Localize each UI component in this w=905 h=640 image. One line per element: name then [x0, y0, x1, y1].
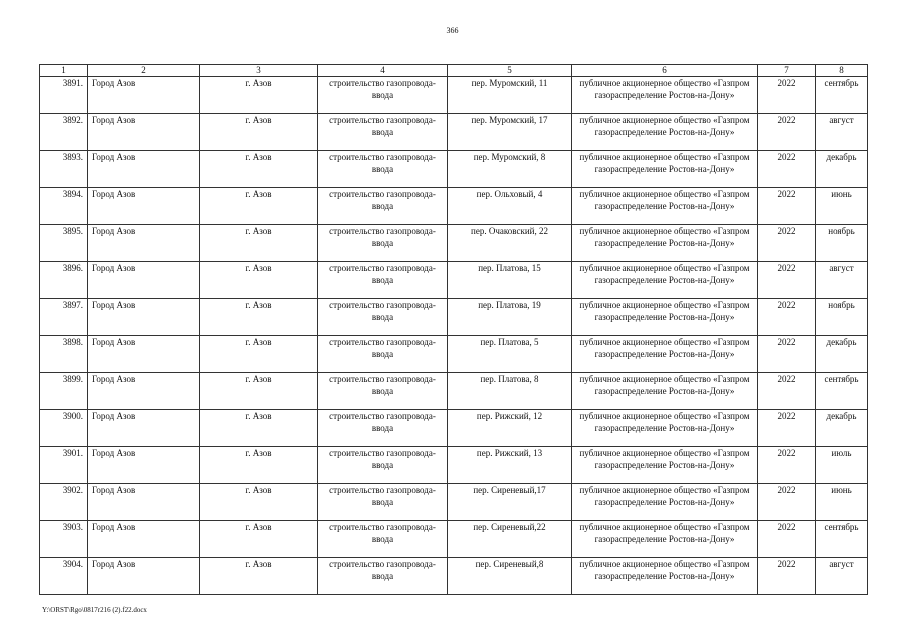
cell-municipality: Город Азов [88, 373, 200, 410]
cell-year: 2022 [758, 262, 816, 299]
cell-organization: публичное акционерное общество «Газпром газораспределение Ростов-на-Дону» [572, 484, 758, 521]
cell-year: 2022 [758, 521, 816, 558]
cell-address: пер. Платова, 19 [448, 299, 572, 336]
cell-month: август [816, 558, 868, 595]
cell-work-type: строительство газопровода-ввода [318, 299, 448, 336]
cell-settlement: г. Азов [200, 336, 318, 373]
column-header: 7 [758, 65, 816, 77]
cell-settlement: г. Азов [200, 114, 318, 151]
cell-organization: публичное акционерное общество «Газпром газораспределение Ростов-на-Дону» [572, 373, 758, 410]
table-row [40, 336, 868, 373]
cell-month: август [816, 262, 868, 299]
cell-settlement: г. Азов [200, 188, 318, 225]
cell-month: декабрь [816, 336, 868, 373]
cell-row-number: 3902. [40, 484, 88, 521]
cell-address: пер. Рижский, 12 [448, 410, 572, 447]
cell-month: июнь [816, 188, 868, 225]
cell-work-type: строительство газопровода-ввода [318, 373, 448, 410]
cell-municipality: Город Азов [88, 484, 200, 521]
cell-organization: публичное акционерное общество «Газпром газораспределение Ростов-на-Дону» [572, 262, 758, 299]
table-row [40, 151, 868, 188]
table-row [40, 410, 868, 447]
schedule-table [39, 64, 868, 595]
table-row [40, 188, 868, 225]
cell-organization: публичное акционерное общество «Газпром газораспределение Ростов-на-Дону» [572, 447, 758, 484]
cell-work-type: строительство газопровода-ввода [318, 447, 448, 484]
cell-year: 2022 [758, 225, 816, 262]
cell-year: 2022 [758, 558, 816, 595]
cell-organization: публичное акционерное общество «Газпром газораспределение Ростов-на-Дону» [572, 77, 758, 114]
cell-settlement: г. Азов [200, 521, 318, 558]
cell-settlement: г. Азов [200, 410, 318, 447]
column-header: 8 [816, 65, 868, 77]
cell-work-type: строительство газопровода-ввода [318, 262, 448, 299]
cell-organization: публичное акционерное общество «Газпром газораспределение Ростов-на-Дону» [572, 336, 758, 373]
cell-row-number: 3903. [40, 521, 88, 558]
cell-address: пер. Сиреневый,17 [448, 484, 572, 521]
cell-settlement: г. Азов [200, 558, 318, 595]
cell-row-number: 3901. [40, 447, 88, 484]
header-row [40, 65, 868, 77]
cell-year: 2022 [758, 188, 816, 225]
cell-work-type: строительство газопровода-ввода [318, 484, 448, 521]
cell-month: сентябрь [816, 521, 868, 558]
cell-month: сентябрь [816, 77, 868, 114]
cell-municipality: Город Азов [88, 262, 200, 299]
table-row [40, 262, 868, 299]
cell-address: пер. Платова, 5 [448, 336, 572, 373]
column-header: 5 [448, 65, 572, 77]
cell-year: 2022 [758, 151, 816, 188]
cell-row-number: 3893. [40, 151, 88, 188]
cell-work-type: строительство газопровода-ввода [318, 188, 448, 225]
table-row [40, 447, 868, 484]
cell-month: сентябрь [816, 373, 868, 410]
cell-work-type: строительство газопровода-ввода [318, 151, 448, 188]
cell-row-number: 3900. [40, 410, 88, 447]
table-row [40, 373, 868, 410]
table-body [40, 77, 868, 595]
cell-row-number: 3897. [40, 299, 88, 336]
cell-municipality: Город Азов [88, 225, 200, 262]
column-header: 1 [40, 65, 88, 77]
cell-row-number: 3896. [40, 262, 88, 299]
table-row [40, 484, 868, 521]
cell-address: пер. Муромский, 8 [448, 151, 572, 188]
table-row [40, 521, 868, 558]
cell-settlement: г. Азов [200, 225, 318, 262]
cell-year: 2022 [758, 447, 816, 484]
column-header: 3 [200, 65, 318, 77]
cell-year: 2022 [758, 484, 816, 521]
cell-organization: публичное акционерное общество «Газпром газораспределение Ростов-на-Дону» [572, 151, 758, 188]
cell-address: пер. Сиреневый,22 [448, 521, 572, 558]
cell-organization: публичное акционерное общество «Газпром газораспределение Ростов-на-Дону» [572, 225, 758, 262]
cell-row-number: 3899. [40, 373, 88, 410]
cell-work-type: строительство газопровода-ввода [318, 521, 448, 558]
cell-address: пер. Муромский, 17 [448, 114, 572, 151]
table-row [40, 299, 868, 336]
cell-row-number: 3904. [40, 558, 88, 595]
cell-organization: публичное акционерное общество «Газпром газораспределение Ростов-на-Дону» [572, 299, 758, 336]
cell-row-number: 3892. [40, 114, 88, 151]
cell-month: декабрь [816, 410, 868, 447]
cell-municipality: Город Азов [88, 336, 200, 373]
cell-settlement: г. Азов [200, 373, 318, 410]
cell-month: декабрь [816, 151, 868, 188]
cell-address: пер. Очаковский, 22 [448, 225, 572, 262]
cell-work-type: строительство газопровода-ввода [318, 77, 448, 114]
cell-organization: публичное акционерное общество «Газпром газораспределение Ростов-на-Дону» [572, 558, 758, 595]
cell-work-type: строительство газопровода-ввода [318, 410, 448, 447]
cell-work-type: строительство газопровода-ввода [318, 336, 448, 373]
cell-municipality: Город Азов [88, 188, 200, 225]
table-row [40, 558, 868, 595]
cell-municipality: Город Азов [88, 521, 200, 558]
cell-address: пер. Платова, 8 [448, 373, 572, 410]
cell-month: ноябрь [816, 299, 868, 336]
page-number: 366 [446, 26, 459, 35]
cell-settlement: г. Азов [200, 299, 318, 336]
cell-row-number: 3894. [40, 188, 88, 225]
cell-month: июль [816, 447, 868, 484]
cell-organization: публичное акционерное общество «Газпром газораспределение Ростов-на-Дону» [572, 188, 758, 225]
cell-settlement: г. Азов [200, 262, 318, 299]
cell-municipality: Город Азов [88, 151, 200, 188]
cell-row-number: 3895. [40, 225, 88, 262]
table-row [40, 77, 868, 114]
cell-year: 2022 [758, 77, 816, 114]
column-header: 2 [88, 65, 200, 77]
cell-settlement: г. Азов [200, 484, 318, 521]
cell-settlement: г. Азов [200, 447, 318, 484]
cell-municipality: Город Азов [88, 410, 200, 447]
cell-municipality: Город Азов [88, 114, 200, 151]
cell-row-number: 3898. [40, 336, 88, 373]
column-header: 4 [318, 65, 448, 77]
cell-year: 2022 [758, 336, 816, 373]
cell-month: июнь [816, 484, 868, 521]
cell-month: ноябрь [816, 225, 868, 262]
cell-organization: публичное акционерное общество «Газпром газораспределение Ростов-на-Дону» [572, 114, 758, 151]
cell-address: пер. Платова, 15 [448, 262, 572, 299]
cell-settlement: г. Азов [200, 151, 318, 188]
cell-address: пер. Рижский, 13 [448, 447, 572, 484]
cell-settlement: г. Азов [200, 77, 318, 114]
cell-municipality: Город Азов [88, 447, 200, 484]
column-header: 6 [572, 65, 758, 77]
table-row [40, 114, 868, 151]
cell-organization: публичное акционерное общество «Газпром газораспределение Ростов-на-Дону» [572, 410, 758, 447]
cell-work-type: строительство газопровода-ввода [318, 558, 448, 595]
table-row [40, 225, 868, 262]
cell-address: пер. Муромский, 11 [448, 77, 572, 114]
cell-year: 2022 [758, 114, 816, 151]
cell-municipality: Город Азов [88, 558, 200, 595]
cell-municipality: Город Азов [88, 77, 200, 114]
cell-month: август [816, 114, 868, 151]
cell-year: 2022 [758, 373, 816, 410]
cell-municipality: Город Азов [88, 299, 200, 336]
cell-address: пер. Ольховый, 4 [448, 188, 572, 225]
cell-address: пер. Сиреневый,8 [448, 558, 572, 595]
cell-work-type: строительство газопровода-ввода [318, 225, 448, 262]
cell-row-number: 3891. [40, 77, 88, 114]
cell-year: 2022 [758, 299, 816, 336]
footer-file-path: Y:\ORST\Rgo\0817r216 (2).f22.docx [42, 606, 147, 614]
cell-year: 2022 [758, 410, 816, 447]
cell-organization: публичное акционерное общество «Газпром газораспределение Ростов-на-Дону» [572, 521, 758, 558]
cell-work-type: строительство газопровода-ввода [318, 114, 448, 151]
